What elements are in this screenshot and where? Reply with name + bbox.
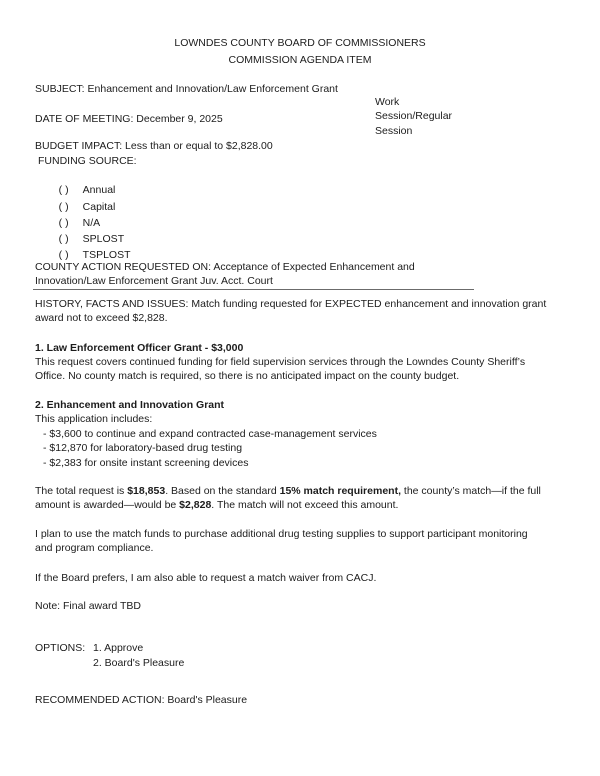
funding-source-label: FUNDING SOURCE: xyxy=(38,155,137,167)
option-item: 2. Board's Pleasure xyxy=(93,657,185,669)
checkbox-unchecked-icon: ( ) xyxy=(58,216,69,229)
plan-line: I plan to use the match funds to purchase additional drug testing supplies to support participant monitoring xyxy=(35,528,528,540)
county-action-line: Innovation/Law Enforcement Grant Juv. Acct. Court xyxy=(35,275,273,288)
section-1-body xyxy=(35,355,525,384)
doc-title: LOWNDES COUNTY BOARD OF COMMISSIONERS xyxy=(174,37,426,49)
funding-option-label: TSPLOST xyxy=(82,249,131,262)
section-1-body-line: This request covers continued funding for field supervision services through the Lowndes County Sheriff’s xyxy=(35,356,526,368)
recommended-action-line: RECOMMENDED ACTION: Board's Pleasure xyxy=(35,694,248,706)
options-list xyxy=(93,641,184,671)
history-line: award not to exceed $2,828. xyxy=(35,312,168,325)
date-of-meeting-line: DATE OF MEETING: December 9, 2025 xyxy=(35,113,223,125)
county-action-line: COUNTY ACTION REQUESTED ON: Acceptance of Expected Enhancement and xyxy=(35,261,415,273)
county-action-underline xyxy=(33,289,474,290)
match-funds-plan-paragraph xyxy=(35,527,528,556)
section-2-intro: This application includes: xyxy=(35,413,153,425)
grant-budget-items xyxy=(43,427,377,470)
history-facts-issues xyxy=(35,297,546,326)
county-action-requested xyxy=(35,260,415,289)
checkbox-unchecked-icon: ( ) xyxy=(58,184,69,197)
total-request-paragraph: The total request is $18,853. Based on the standard 15% match requirement, the county’s match—if the full amount is awarded—would be $2,828. The match will not exceed this amount. xyxy=(35,485,541,512)
funding-option-annual xyxy=(47,169,131,197)
section-2-heading: 2. Enhancement and Innovation Grant xyxy=(35,399,225,411)
checkbox-unchecked-icon: ( ) xyxy=(58,233,69,246)
funding-option-label: N/A xyxy=(82,216,101,229)
history-line: HISTORY, FACTS AND ISSUES: Match funding requested for EXPECTED enhancement and innovation grant xyxy=(35,298,547,310)
session-note: Work Session/Regular Session xyxy=(375,96,453,137)
final-award-note: Note: Final award TBD xyxy=(35,600,142,612)
grant-budget-item: - $2,383 for onsite instant screening devices xyxy=(43,456,249,469)
doc-header xyxy=(0,35,600,69)
funding-option-label: SPLOST xyxy=(82,233,125,246)
option-item: 1. Approve xyxy=(93,642,144,654)
checkbox-unchecked-icon: ( ) xyxy=(58,249,69,262)
checkbox-unchecked-icon: ( ) xyxy=(58,200,69,213)
funding-options-list xyxy=(47,169,131,262)
options-label: OPTIONS: xyxy=(35,642,86,654)
grant-budget-item: - $3,600 to continue and expand contracted case-management services xyxy=(43,428,377,440)
grant-budget-item: - $12,870 for laboratory-based drug testing xyxy=(43,442,243,455)
section-1-heading: 1. Law Enforcement Officer Grant - $3,000 xyxy=(35,342,244,354)
funding-option-label: Annual xyxy=(82,184,116,197)
match-waiver-paragraph: If the Board prefers, I am also able to request a match waiver from CACJ. xyxy=(35,572,377,584)
doc-subtitle: COMMISSION AGENDA ITEM xyxy=(228,54,372,67)
options-block xyxy=(35,641,184,671)
section-1-body-line: Office. No county match is required, so there is no anticipated impact on the county budget. xyxy=(35,370,460,383)
plan-line: and program compliance. xyxy=(35,542,154,555)
funding-option-label: Capital xyxy=(82,200,116,213)
budget-impact-line: BUDGET IMPACT: Less than or equal to $2,828.00 xyxy=(35,140,273,152)
subject-line: SUBJECT: Enhancement and Innovation/Law Enforcement Grant xyxy=(35,83,338,95)
